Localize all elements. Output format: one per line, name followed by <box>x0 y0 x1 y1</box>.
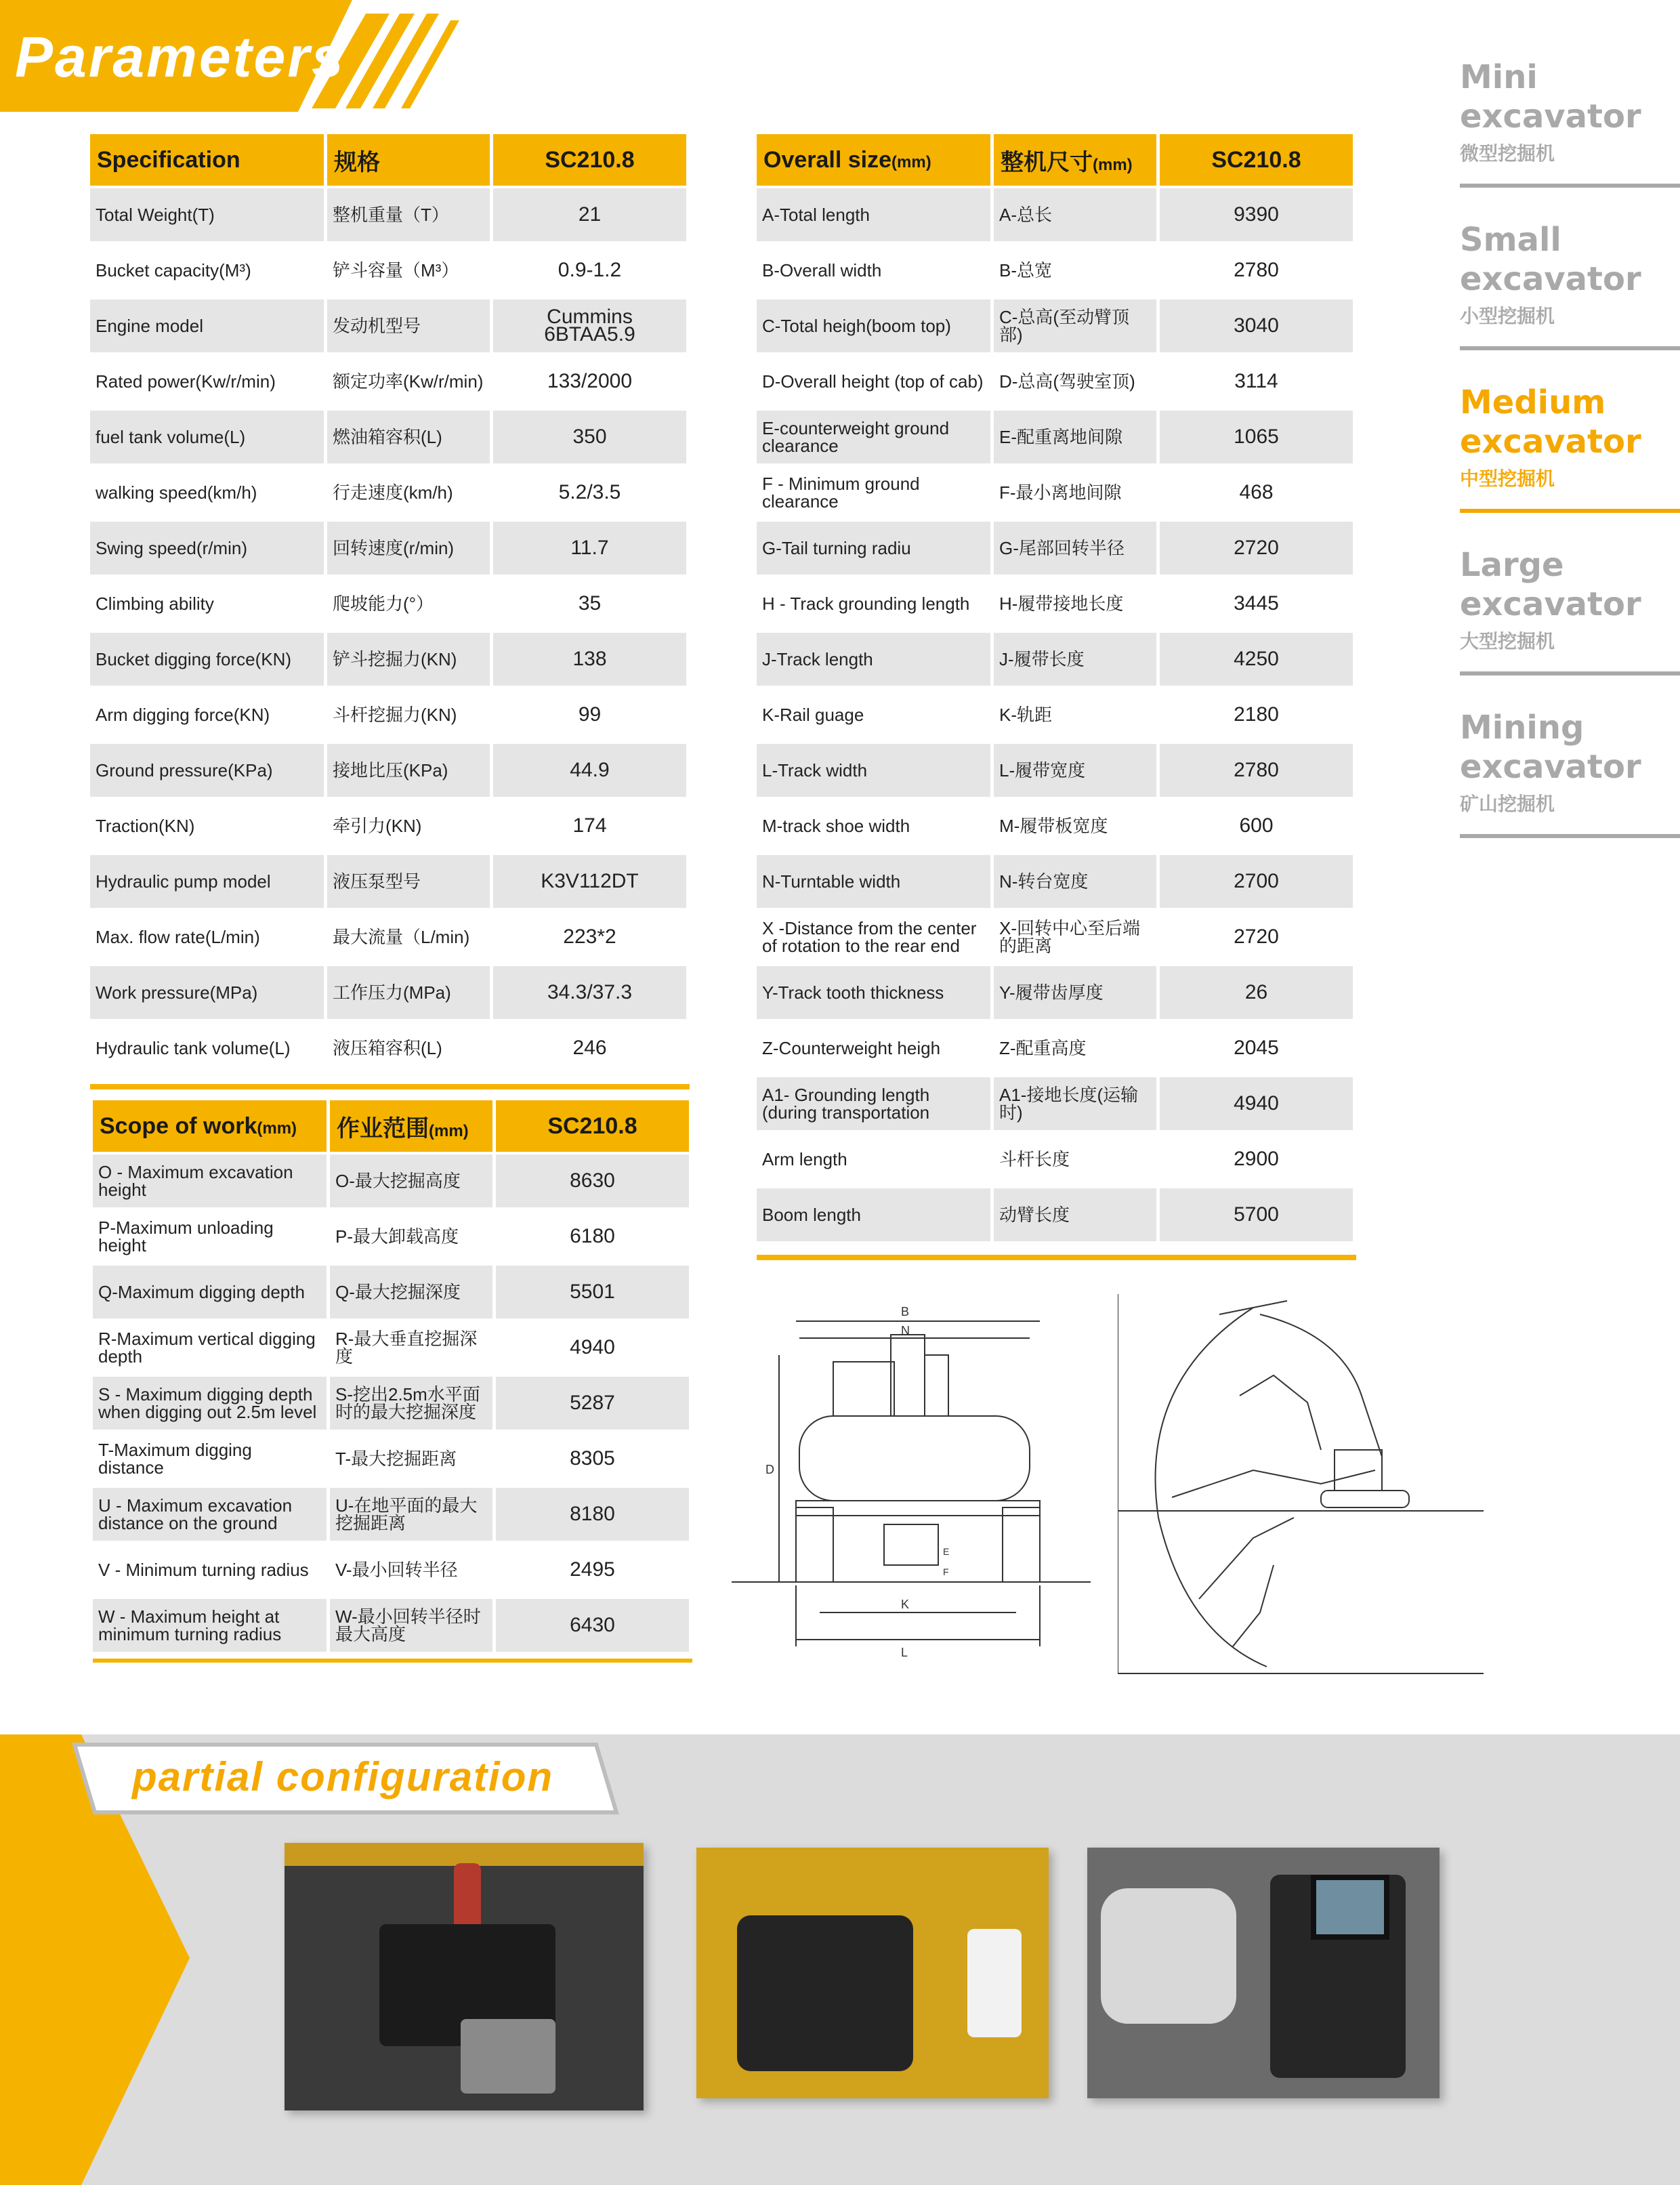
menu-item-mini[interactable] <box>1460 58 1680 188</box>
scope-label-en: T-Maximum digging distance <box>93 1432 330 1485</box>
spec-label-cn: 发动机型号 <box>327 299 493 352</box>
scope-label-cn: R-最大垂直挖掘深度 <box>330 1321 496 1374</box>
spec-label-en: Bucket capacity(M³) <box>90 244 327 297</box>
scope-value: 5287 <box>496 1377 692 1430</box>
engine-photo-frame <box>285 1843 644 1866</box>
engine-photo <box>285 1843 644 2110</box>
spec-label-cn: 回转速度(r/min) <box>327 522 493 575</box>
spec-label-cn: 接地比压(KPa) <box>327 744 493 797</box>
size-label-en: J-Track length <box>757 633 994 686</box>
scope-row <box>93 1210 692 1263</box>
spec-label-en: Max. flow rate(L/min) <box>90 911 327 963</box>
size-row <box>757 1022 1356 1075</box>
menu-item-underline <box>1460 834 1680 838</box>
size-label-en: X -Distance from the center of rotation to the rear end <box>757 911 994 963</box>
size-row <box>757 466 1356 519</box>
spec-label-cn: 最大流量（L/min) <box>327 911 493 963</box>
spec-label-en: Bucket digging force(KN) <box>90 633 327 686</box>
size-header-cn-text: 整机尺寸 <box>1001 149 1093 175</box>
menu-item-underline <box>1460 184 1680 188</box>
menu-item-title: Mini <box>1460 58 1538 96</box>
spec-label-cn: 工作压力(MPa) <box>327 966 493 1019</box>
menu-item-cn-label: 中型挖掘机 <box>1460 468 1555 489</box>
size-header-en <box>757 134 994 186</box>
scope-label-cn: P-最大卸载高度 <box>330 1210 496 1263</box>
size-value: 2720 <box>1160 522 1356 575</box>
scope-row <box>93 1154 692 1207</box>
spec-value: 44.9 <box>493 744 690 797</box>
spec-label-cn: 斗杆挖掘力(KN) <box>327 688 493 741</box>
size-label-cn: F-最小离地间隙 <box>994 466 1160 519</box>
spec-row <box>90 966 690 1019</box>
scope-row <box>93 1321 692 1374</box>
spec-label-cn: 爬坡能力(°） <box>327 577 493 630</box>
size-row <box>757 522 1356 575</box>
menu-item-underline <box>1460 671 1680 675</box>
spec-row <box>90 299 690 352</box>
size-header-model: SC210.8 <box>1160 134 1356 186</box>
cab-photo-monitor <box>1311 1875 1389 1940</box>
spec-label-cn: 行走速度(km/h) <box>327 466 493 519</box>
menu-item-subtitle: excavator <box>1460 98 1641 136</box>
scope-header-en-unit: (mm) <box>257 1119 297 1138</box>
menu-item-medium[interactable] <box>1460 383 1680 513</box>
front-diagram-label-l: L <box>901 1646 908 1659</box>
size-header-en-unit: (mm) <box>891 152 931 171</box>
scope-label-en: R-Maximum vertical digging depth <box>93 1321 330 1374</box>
scope-table-body <box>93 1154 692 1652</box>
menu-item-large[interactable] <box>1460 545 1680 675</box>
size-label-en: M-track shoe width <box>757 799 994 852</box>
size-row <box>757 244 1356 297</box>
spec-row <box>90 633 690 686</box>
size-value: 3040 <box>1160 299 1356 352</box>
scope-value: 6430 <box>496 1599 692 1652</box>
scope-row <box>93 1377 692 1430</box>
spec-row <box>90 466 690 519</box>
size-label-en: A-Total length <box>757 188 994 241</box>
spec-value: 0.9-1.2 <box>493 244 690 297</box>
size-label-en: G-Tail turning radiu <box>757 522 994 575</box>
scope-row <box>93 1266 692 1318</box>
pump-photo-filter <box>967 1929 1022 2037</box>
size-value: 3114 <box>1160 355 1356 408</box>
size-value: 2780 <box>1160 244 1356 297</box>
size-row <box>757 1133 1356 1186</box>
scope-label-cn: U-在地平面的最大挖掘距离 <box>330 1488 496 1541</box>
size-row <box>757 744 1356 797</box>
size-row <box>757 1077 1356 1130</box>
size-label-cn: A-总长 <box>994 188 1160 241</box>
size-label-en: F - Minimum ground clearance <box>757 466 994 519</box>
spec-label-en: Ground pressure(KPa) <box>90 744 327 797</box>
spec-label-cn: 铲斗容量（M³） <box>327 244 493 297</box>
size-label-cn: M-履带板宽度 <box>994 799 1160 852</box>
scope-label-en: P-Maximum unloading height <box>93 1210 330 1263</box>
size-label-cn: H-履带接地长度 <box>994 577 1160 630</box>
scope-label-en: W - Maximum height at minimum turning radius <box>93 1599 330 1652</box>
spec-label-en: Rated power(Kw/r/min) <box>90 355 327 408</box>
size-label-en: K-Rail guage <box>757 688 994 741</box>
spec-label-en: Swing speed(r/min) <box>90 522 327 575</box>
partial-configuration-title: partial configuration <box>132 1754 554 1799</box>
spec-header-en: Specification <box>90 134 327 186</box>
menu-item-cn-label: 小型挖掘机 <box>1460 306 1555 327</box>
spec-label-en: Total Weight(T) <box>90 188 327 241</box>
size-header-en-text: Overall size <box>763 146 892 173</box>
size-label-cn: 斗杆长度 <box>994 1133 1160 1186</box>
size-label-en: Arm length <box>757 1133 994 1186</box>
size-label-en: B-Overall width <box>757 244 994 297</box>
size-value: 3445 <box>1160 577 1356 630</box>
size-value: 2900 <box>1160 1133 1356 1186</box>
size-value: 2720 <box>1160 911 1356 963</box>
size-label-cn: B-总宽 <box>994 244 1160 297</box>
scope-table-divider <box>93 1659 692 1663</box>
scope-row <box>93 1432 692 1485</box>
size-label-cn: Z-配重高度 <box>994 1022 1160 1075</box>
menu-item-subtitle: excavator <box>1460 585 1641 623</box>
scope-value: 8305 <box>496 1432 692 1485</box>
size-label-cn: X-回转中心至后端的距离 <box>994 911 1160 963</box>
scope-label-cn: T-最大挖掘距离 <box>330 1432 496 1485</box>
front-diagram-label-f: F <box>943 1566 949 1577</box>
spec-label-en: walking speed(km/h) <box>90 466 327 519</box>
spec-label-en: Hydraulic tank volume(L) <box>90 1022 327 1075</box>
size-value: 2780 <box>1160 744 1356 797</box>
spec-value: 5.2/3.5 <box>493 466 690 519</box>
spec-value: 223*2 <box>493 911 690 963</box>
spec-row <box>90 855 690 908</box>
size-row <box>757 299 1356 352</box>
size-label-en: C-Total heigh(boom top) <box>757 299 994 352</box>
spec-row <box>90 688 690 741</box>
page-title: Parameters <box>15 25 345 89</box>
spec-value: 99 <box>493 688 690 741</box>
scope-header-en-text: Scope of work <box>100 1112 257 1139</box>
menu-item-title: Small <box>1460 221 1561 259</box>
menu-item-subtitle: excavator <box>1460 260 1641 298</box>
spec-value: 350 <box>493 411 690 463</box>
front-diagram-label-d: D <box>765 1463 774 1476</box>
size-label-cn: D-总高(驾驶室顶) <box>994 355 1160 408</box>
scope-value: 4940 <box>496 1321 692 1374</box>
scope-header-cn-text: 作业范围 <box>337 1115 429 1142</box>
size-row <box>757 688 1356 741</box>
size-label-en: E-counterweight ground clearance <box>757 411 994 463</box>
menu-item-cn-label: 矿山挖掘机 <box>1460 793 1555 814</box>
spec-header-model: SC210.8 <box>493 134 690 186</box>
menu-item-underline <box>1460 509 1680 513</box>
spec-header-cn: 规格 <box>327 134 493 186</box>
spec-row <box>90 799 690 852</box>
size-value: 468 <box>1160 466 1356 519</box>
scope-label-en: V - Minimum turning radius <box>93 1543 330 1596</box>
size-label-cn: A1-接地长度(运输时) <box>994 1077 1160 1130</box>
front-diagram-label-e: E <box>943 1546 950 1557</box>
menu-item-underline <box>1460 346 1680 350</box>
size-value: 2180 <box>1160 688 1356 741</box>
size-label-en: Y-Track tooth thickness <box>757 966 994 1019</box>
size-label-en: L-Track width <box>757 744 994 797</box>
size-row <box>757 1188 1356 1241</box>
cab-photo-seat <box>1101 1888 1236 2024</box>
spec-label-en: Hydraulic pump model <box>90 855 327 908</box>
spec-value: 35 <box>493 577 690 630</box>
size-row <box>757 799 1356 852</box>
scope-label-en: U - Maximum excavation distance on the ground <box>93 1488 330 1541</box>
size-label-cn: C-总高(至动臂顶部) <box>994 299 1160 352</box>
size-label-en: A1- Grounding length (during transportation <box>757 1077 994 1130</box>
spec-value: 11.7 <box>493 522 690 575</box>
size-value: 26 <box>1160 966 1356 1019</box>
scope-header-model: SC210.8 <box>496 1100 692 1152</box>
size-label-en: D-Overall height (top of cab) <box>757 355 994 408</box>
spec-label-cn: 燃油箱容积(L) <box>327 411 493 463</box>
spec-label-en: fuel tank volume(L) <box>90 411 327 463</box>
spec-label-cn: 额定功率(Kw/r/min) <box>327 355 493 408</box>
size-row <box>757 411 1356 463</box>
spec-label-en: Work pressure(MPa) <box>90 966 327 1019</box>
size-label-en: N-Turntable width <box>757 855 994 908</box>
menu-item-small[interactable] <box>1460 220 1680 350</box>
scope-header-cn-unit: (mm) <box>429 1121 469 1140</box>
size-label-en: H - Track grounding length <box>757 577 994 630</box>
working-range-diagram <box>1118 1294 1490 1680</box>
size-row <box>757 855 1356 908</box>
front-diagram-label-b: B <box>901 1305 910 1318</box>
scope-label-cn: W-最小回转半径时最大高度 <box>330 1599 496 1652</box>
size-table-body <box>757 188 1356 1241</box>
scope-label-en: S - Maximum digging depth when digging out 2.5m level <box>93 1377 330 1430</box>
spec-row <box>90 744 690 797</box>
scope-value: 5501 <box>496 1266 692 1318</box>
scope-row <box>93 1488 692 1541</box>
spec-row <box>90 355 690 408</box>
spec-label-cn: 液压泵型号 <box>327 855 493 908</box>
scope-of-work-table <box>93 1098 692 1655</box>
size-label-cn: L-履带宽度 <box>994 744 1160 797</box>
scope-value: 8630 <box>496 1154 692 1207</box>
menu-item-title: Mining <box>1460 709 1584 747</box>
spec-value: 133/2000 <box>493 355 690 408</box>
spec-label-cn: 液压箱容积(L) <box>327 1022 493 1075</box>
spec-value: Cummins 6BTAA5.9 <box>493 299 690 352</box>
size-value: 600 <box>1160 799 1356 852</box>
spec-value: 34.3/37.3 <box>493 966 690 1019</box>
engine-photo-part <box>461 2019 555 2094</box>
specification-table <box>90 131 690 1077</box>
menu-item-mining[interactable] <box>1460 708 1680 838</box>
spec-label-en: Engine model <box>90 299 327 352</box>
menu-item-subtitle: excavator <box>1460 748 1641 786</box>
size-header-cn <box>994 134 1160 186</box>
scope-value: 6180 <box>496 1210 692 1263</box>
size-label-cn: K-轨距 <box>994 688 1160 741</box>
size-label-cn: J-履带长度 <box>994 633 1160 686</box>
hydraulic-pump-photo <box>696 1848 1049 2098</box>
scope-label-en: O - Maximum excavation height <box>93 1154 330 1207</box>
size-table-divider <box>757 1255 1356 1260</box>
scope-value: 8180 <box>496 1488 692 1541</box>
front-view-diagram <box>732 1281 1097 1673</box>
size-label-cn: G-尾部回转半径 <box>994 522 1160 575</box>
size-value: 2045 <box>1160 1022 1356 1075</box>
scope-value: 2495 <box>496 1543 692 1596</box>
size-row <box>757 911 1356 963</box>
size-row <box>757 188 1356 241</box>
size-label-cn: N-转台宽度 <box>994 855 1160 908</box>
size-label-en: Boom length <box>757 1188 994 1241</box>
scope-label-en: Q-Maximum digging depth <box>93 1266 330 1318</box>
size-label-cn: 动臂长度 <box>994 1188 1160 1241</box>
spec-row <box>90 1022 690 1075</box>
size-label-cn: Y-履带齿厚度 <box>994 966 1160 1019</box>
spec-value: 138 <box>493 633 690 686</box>
spec-value: 21 <box>493 188 690 241</box>
spec-row <box>90 911 690 963</box>
spec-row <box>90 188 690 241</box>
spec-table-body <box>90 188 690 1075</box>
front-diagram-label-k: K <box>901 1598 910 1611</box>
spec-value: 246 <box>493 1022 690 1075</box>
menu-item-cn-label: 大型挖掘机 <box>1460 631 1555 652</box>
spec-row <box>90 522 690 575</box>
scope-row <box>93 1599 692 1652</box>
size-value: 4940 <box>1160 1077 1356 1130</box>
scope-label-cn: S-挖出2.5m水平面时的最大挖掘深度 <box>330 1377 496 1430</box>
spec-row <box>90 411 690 463</box>
spec-table-divider <box>90 1084 690 1089</box>
menu-item-title: Large <box>1460 546 1564 584</box>
spec-label-cn: 铲斗挖掘力(KN) <box>327 633 493 686</box>
front-diagram-label-n: N <box>901 1324 910 1337</box>
size-value: 4250 <box>1160 633 1356 686</box>
size-row <box>757 355 1356 408</box>
size-row <box>757 577 1356 630</box>
spec-value: K3V112DT <box>493 855 690 908</box>
overall-size-table <box>757 131 1356 1244</box>
spec-row <box>90 577 690 630</box>
size-row <box>757 966 1356 1019</box>
spec-row <box>90 244 690 297</box>
size-row <box>757 633 1356 686</box>
spec-label-cn: 整机重量（T） <box>327 188 493 241</box>
menu-item-title: Medium <box>1460 383 1606 421</box>
size-value: 9390 <box>1160 188 1356 241</box>
size-label-cn: E-配重离地间隙 <box>994 411 1160 463</box>
pump-photo-body <box>737 1915 913 2071</box>
spec-label-en: Climbing ability <box>90 577 327 630</box>
scope-label-cn: Q-最大挖掘深度 <box>330 1266 496 1318</box>
size-value: 2700 <box>1160 855 1356 908</box>
size-header-cn-unit: (mm) <box>1093 155 1133 174</box>
spec-label-en: Arm digging force(KN) <box>90 688 327 741</box>
scope-label-cn: O-最大挖掘高度 <box>330 1154 496 1207</box>
menu-item-cn-label: 微型挖掘机 <box>1460 143 1555 164</box>
spec-label-cn: 牵引力(KN) <box>327 799 493 852</box>
size-value: 1065 <box>1160 411 1356 463</box>
size-label-en: Z-Counterweight heigh <box>757 1022 994 1075</box>
spec-value: 174 <box>493 799 690 852</box>
menu-item-subtitle: excavator <box>1460 423 1641 461</box>
spec-label-en: Traction(KN) <box>90 799 327 852</box>
size-value: 5700 <box>1160 1188 1356 1241</box>
scope-row <box>93 1543 692 1596</box>
scope-label-cn: V-最小回转半径 <box>330 1543 496 1596</box>
cab-interior-photo <box>1087 1848 1440 2098</box>
scope-header-en <box>93 1100 330 1152</box>
scope-header-cn <box>330 1100 496 1152</box>
